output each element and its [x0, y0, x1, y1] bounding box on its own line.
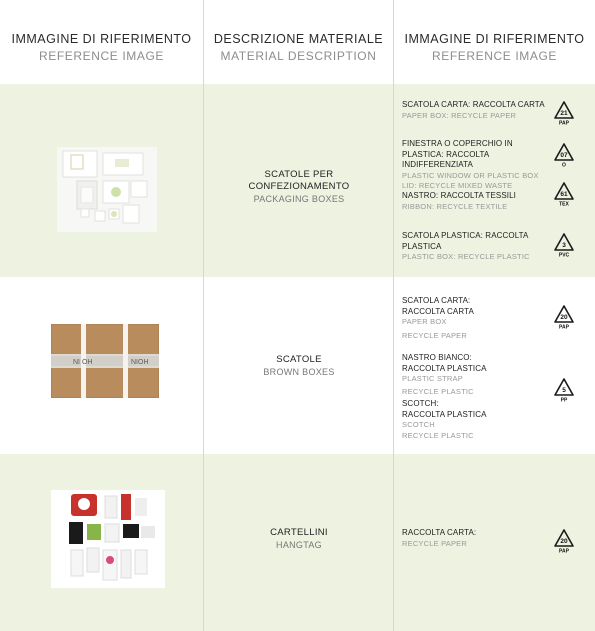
- disposal-text-it: PLASTICA: [402, 241, 442, 251]
- material-description: [205, 527, 393, 551]
- disposal-text-en: LID: RECYCLE MIXED WASTE: [402, 181, 513, 190]
- disposal-text-it: SCATOLA CARTA:: [402, 296, 471, 305]
- disposal-text-it: FINESTRA O COPERCHIO IN: [402, 139, 513, 148]
- disposal-text-en: RECYCLE PLASTIC: [402, 430, 474, 440]
- header-title-it: IMMAGINE DI RIFERIMENTO: [404, 32, 585, 46]
- disposal-text-en: RECYCLE PAPER: [402, 538, 467, 548]
- header-title-en: MATERIAL DESCRIPTION: [220, 49, 377, 63]
- recycle-number: 5: [562, 387, 566, 394]
- header-reference-image-right: [394, 0, 595, 84]
- disposal-text-en: SCOTCH: [402, 420, 435, 429]
- disposal-text-en: RECYCLE PAPER: [402, 330, 467, 340]
- header-title-en: REFERENCE IMAGE: [431, 49, 557, 63]
- recycle-number: 61: [560, 191, 568, 198]
- disposal-text-en: PLASTIC BOX: RECYCLE PLASTIC: [402, 252, 530, 261]
- column-divider: [393, 277, 394, 454]
- disposal-text-it: SCATOLA CARTA: RACCOLTA CARTA: [402, 100, 545, 109]
- recycle-triangle-icon: [553, 100, 575, 126]
- description-it: SCATOLE: [276, 354, 322, 365]
- column-divider: [203, 277, 204, 454]
- recycle-triangle-icon: [553, 304, 575, 330]
- disposal-entry: [402, 139, 552, 192]
- disposal-text-it: RACCOLTA PLASTICA: [402, 409, 487, 419]
- disposal-text-it: RACCOLTA CARTA: [402, 306, 474, 316]
- recycle-code: PAP: [559, 548, 569, 554]
- recycle-code: PAP: [559, 120, 569, 126]
- recycle-code: PVC: [558, 252, 570, 258]
- svg-text:NIOH: NIOH: [131, 359, 149, 366]
- table-row-packaging-boxes: [0, 84, 595, 277]
- description-it: CONFEZIONAMENTO: [248, 181, 350, 192]
- table-row-hangtag: [0, 454, 595, 631]
- recycle-code: TEX: [559, 201, 569, 207]
- disposal-text-en: PAPER BOX: RECYCLE PAPER: [402, 110, 517, 120]
- disposal-text-en: PAPER BOX: [402, 317, 447, 326]
- brown-box-photo: [51, 324, 159, 398]
- recycle-triangle-icon: [553, 232, 575, 258]
- table-row-brown-boxes: [0, 277, 595, 454]
- header-reference-image-left: [0, 0, 203, 84]
- packaging-boxes-photo: [57, 147, 157, 232]
- recycle-number: 20: [560, 538, 568, 545]
- disposal-entry: [402, 353, 552, 397]
- recycle-triangle-icon: [553, 528, 575, 554]
- disposal-text-it: INDIFFERENZIATA: [402, 160, 473, 169]
- recycle-number: 20: [560, 314, 568, 321]
- recycle-triangle-icon: [553, 377, 575, 403]
- column-divider: [393, 454, 394, 631]
- description-it: CARTELLINI: [270, 527, 328, 538]
- column-divider: [203, 84, 204, 277]
- description-it: SCATOLE PER: [264, 169, 334, 180]
- header-material-description: [204, 0, 393, 84]
- description-en: HANGTAG: [276, 540, 322, 550]
- disposal-entry: [402, 100, 552, 121]
- disposal-entry: [402, 191, 552, 212]
- recycle-number: 3: [562, 242, 566, 249]
- disposal-text-it: PLASTICA: RACCOLTA: [402, 149, 490, 159]
- disposal-text-it: RACCOLTA CARTA:: [402, 528, 477, 537]
- disposal-entry: [402, 528, 552, 549]
- disposal-text-it: SCATOLA PLASTICA: RACCOLTA: [402, 231, 529, 240]
- disposal-text-en: RECYCLE PLASTIC: [402, 386, 474, 396]
- disposal-text-it: RACCOLTA PLASTICA: [402, 363, 487, 373]
- column-divider: [203, 454, 204, 631]
- hangtags-photo: [51, 490, 165, 588]
- recycle-triangle-icon: [553, 181, 575, 207]
- disposal-text-it: NASTRO BIANCO:: [402, 353, 472, 362]
- recycle-triangle-icon: [553, 142, 575, 168]
- material-description: [205, 169, 393, 205]
- disposal-entry: [402, 296, 552, 341]
- material-description: [205, 354, 393, 378]
- disposal-entry: [402, 231, 552, 263]
- column-divider: [393, 84, 394, 277]
- recycle-code: PAP: [559, 324, 569, 330]
- header-title-en: REFERENCE IMAGE: [38, 49, 164, 63]
- recycle-code: PP: [560, 397, 568, 403]
- header-title-it: IMMAGINE DI RIFERIMENTO: [11, 32, 192, 46]
- recycle-number: 07: [560, 152, 568, 159]
- disposal-text-it: SCOTCH:: [402, 399, 439, 408]
- description-en: BROWN BOXES: [263, 367, 335, 377]
- disposal-text-en: PLASTIC STRAP: [402, 374, 463, 383]
- disposal-text-en: PLASTIC WINDOW OR PLASTIC BOX: [402, 170, 539, 180]
- disposal-entry: [402, 399, 552, 441]
- svg-text:NI OH: NI OH: [73, 359, 93, 366]
- disposal-text-it: NASTRO: RACCOLTA TESSILI: [402, 191, 516, 200]
- disposal-text-en: RIBBON: RECYCLE TEXTILE: [402, 201, 508, 211]
- description-en: PACKAGING BOXES: [253, 194, 345, 204]
- recycle-number: 21: [560, 110, 568, 117]
- header-title-it: DESCRIZIONE MATERIALE: [213, 32, 384, 46]
- recycle-code: O: [562, 162, 566, 168]
